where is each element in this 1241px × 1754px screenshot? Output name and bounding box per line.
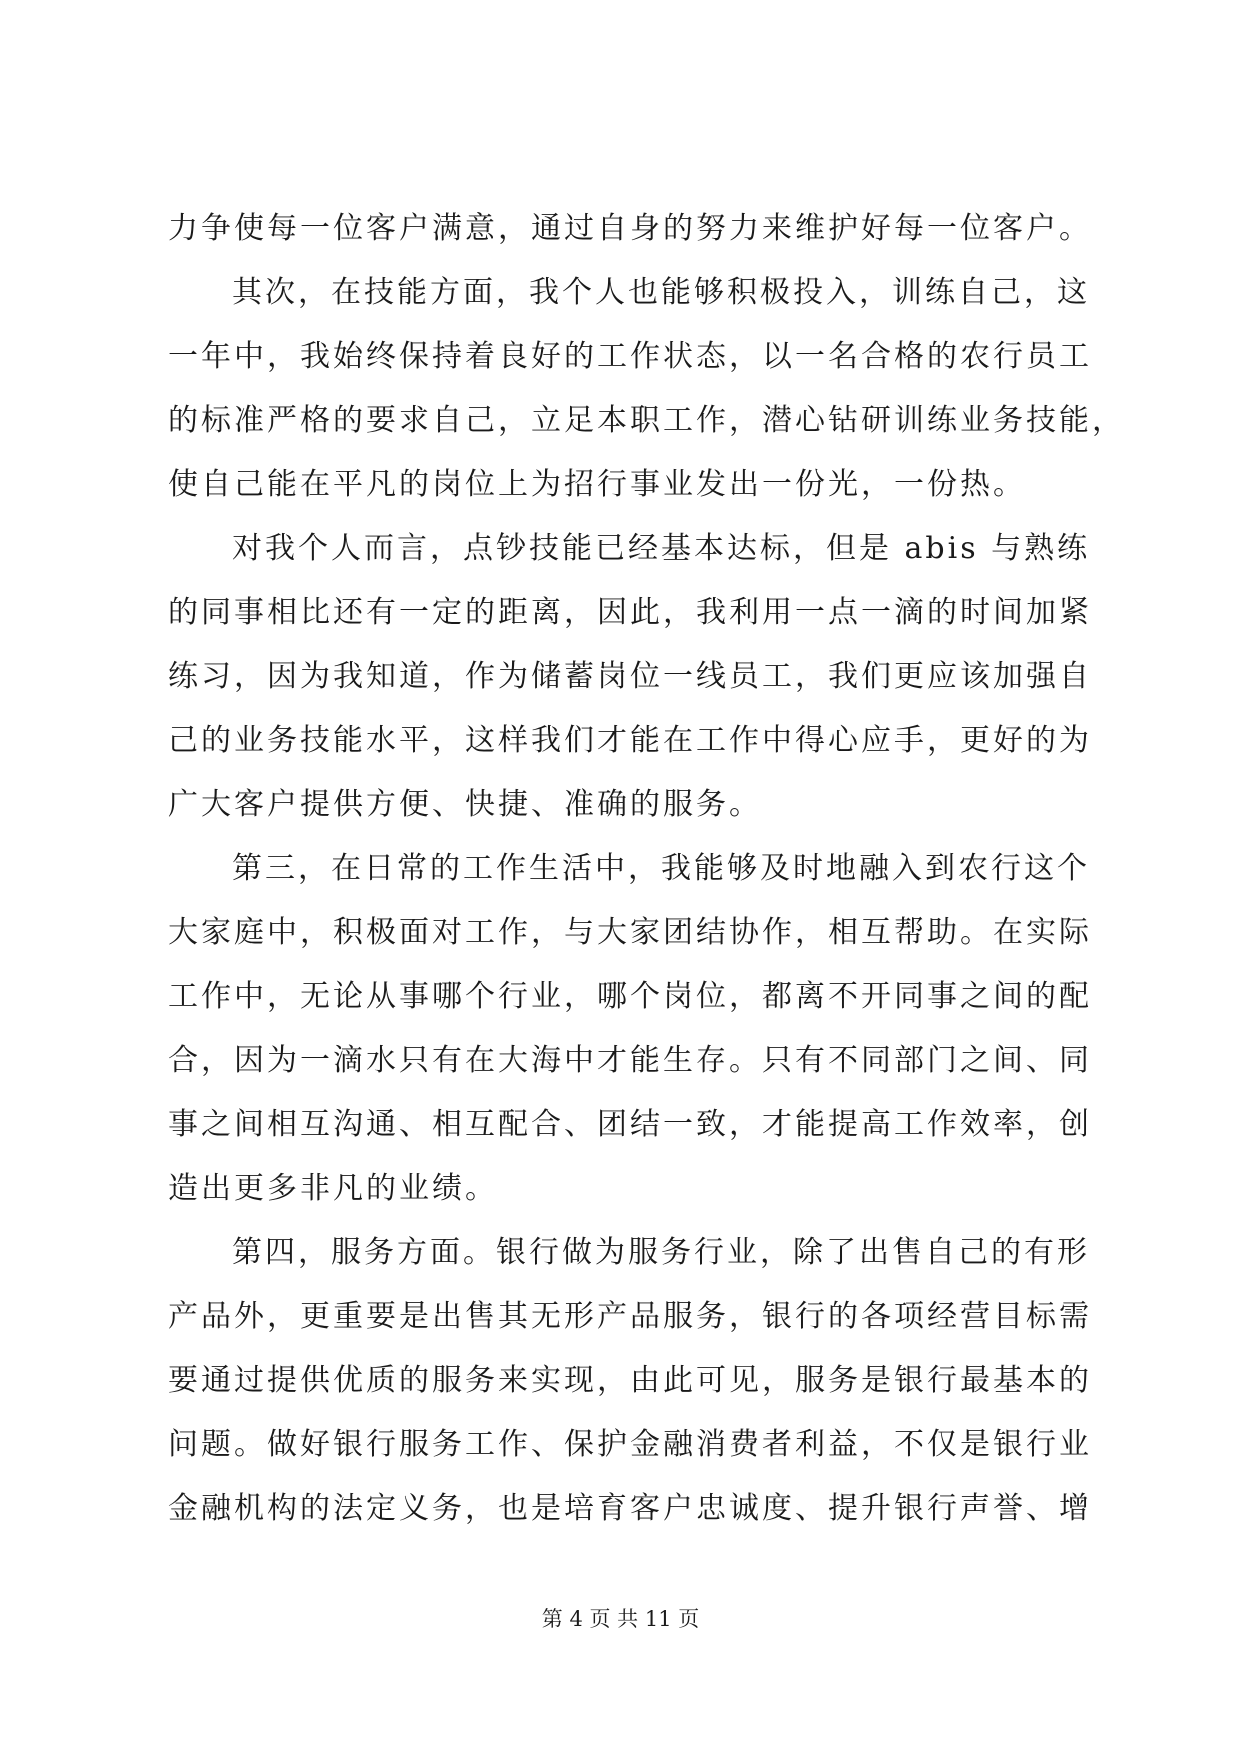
document-body [168,197,1125,1541]
page-footer: 第 4 页 共 11 页 [541,1607,700,1631]
paragraph-line: 问题。做好银行服务工作、保护金融消费者利益，不仅是银行业 [168,1427,1092,1462]
paragraph-line: 产品外，更重要是出售其无形产品服务，银行的各项经营目标需 [168,1299,1092,1334]
paragraph-line: 合，因为一滴水只有在大海中才能生存。只有不同部门之间、同 [168,1043,1092,1078]
paragraph-line: 要通过提供优质的服务来实现，由此可见，服务是银行最基本的 [168,1363,1092,1398]
paragraph-line: 练习，因为我知道，作为储蓄岗位一线员工，我们更应该加强自 [168,659,1092,694]
paragraph-line: 造出更多非凡的业绩。 [168,1171,498,1206]
paragraph-first-line: 其次，在技能方面，我个人也能够积极投入，训练自己，这 [232,275,1090,310]
paragraph-line: 广大客户提供方便、快捷、准确的服务。 [168,787,762,822]
paragraph-line: 一年中，我始终保持着良好的工作状态，以一名合格的农行员工 [168,339,1092,374]
paragraph-line: 的标准严格的要求自己，立足本职工作，潜心钻研训练业务技能， [168,403,1125,438]
paragraph-line: 的同事相比还有一定的距离，因此，我利用一点一滴的时间加紧 [168,595,1092,630]
paragraph-line: 大家庭中，积极面对工作，与大家团结协作，相互帮助。在实际 [168,915,1092,950]
paragraph-first-line: 对我个人而言，点钞技能已经基本达标，但是 abis 与熟练 [232,531,1091,566]
paragraph-line: 金融机构的法定义务，也是培育客户忠诚度、提升银行声誉、增 [168,1491,1092,1526]
paragraph-line: 己的业务技能水平，这样我们才能在工作中得心应手，更好的为 [168,723,1092,758]
paragraph-first-line: 第四，服务方面。银行做为服务行业，除了出售自己的有形 [232,1235,1090,1270]
paragraph-line: 使自己能在平凡的岗位上为招行事业发出一份光，一份热。 [168,467,1026,502]
paragraph-line: 工作中，无论从事哪个行业，哪个岗位，都离不开同事之间的配 [168,979,1092,1014]
paragraph-line: 力争使每一位客户满意，通过自身的努力来维护好每一位客户。 [168,211,1092,246]
paragraph-line: 事之间相互沟通、相互配合、团结一致，才能提高工作效率，创 [168,1107,1092,1142]
paragraph-first-line: 第三，在日常的工作生活中，我能够及时地融入到农行这个 [232,851,1090,886]
